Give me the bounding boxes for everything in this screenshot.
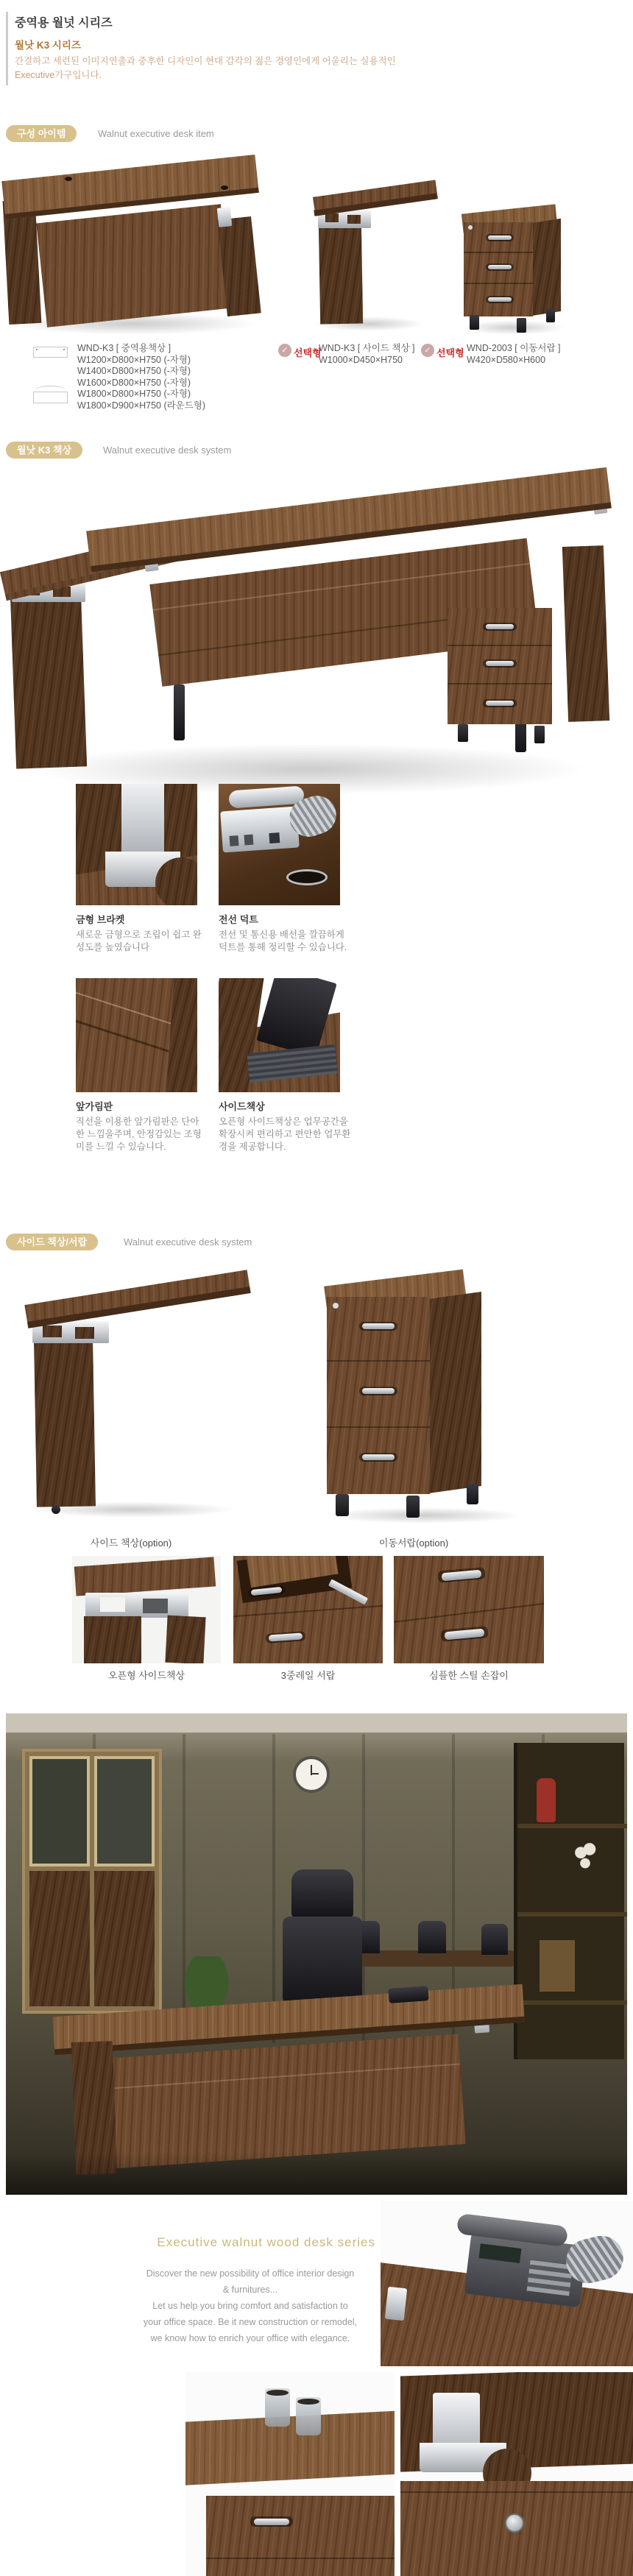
drawer-handle-icon [488, 297, 512, 302]
detail-title: 사이드책상 [219, 1101, 265, 1112]
drawer-seam [327, 1426, 430, 1428]
series-description-line1: 간결하고 세련된 이미지연출과 중후한 디자인이 현대 감각의 젊은 경영인에게 어울리는 실용적인 [15, 56, 396, 66]
side-desk-option-image [15, 1262, 265, 1520]
desk-topview-icon [33, 347, 68, 358]
product-spec: W1800×D800×H750 (-자형) [77, 389, 191, 399]
drawer-side-face [428, 1292, 481, 1493]
mobile-drawer-image [456, 199, 574, 339]
keyhole-icon [505, 2513, 524, 2533]
shelf-line [517, 1912, 627, 1917]
desk-leg [174, 684, 185, 740]
detail-image-panel [76, 978, 197, 1092]
desk-modesty [105, 2034, 465, 2168]
frame-cutout [43, 1326, 62, 1337]
detail-image-bracket [76, 784, 197, 905]
drawer-side-face [531, 219, 561, 316]
detail-image-duct [219, 784, 340, 905]
footer-line: Discover the new possibility of office interior design [146, 2268, 355, 2279]
detail-body: 직선을 이용한 앞가림판은 단아한 느낌을주며, 안정감있는 조형미를 느낄 수 있습니다. [76, 1117, 202, 1152]
glass-rim [297, 2399, 319, 2405]
frame-cutout [75, 1327, 94, 1339]
side-desk-panel [34, 1338, 96, 1507]
desk-system-image [0, 464, 633, 810]
desk-modesty-panel [36, 204, 231, 328]
conference-chair [418, 1921, 446, 1953]
conference-chair [481, 1924, 508, 1955]
option-caption: 사이드 책상(option) [90, 1538, 172, 1549]
drawer-seam [448, 645, 552, 646]
phone-port [244, 835, 253, 846]
main-desk-specs [77, 343, 254, 411]
footer-photo-phone [381, 2201, 633, 2366]
footer-paragraph [110, 2265, 390, 2346]
phone-port [269, 832, 280, 843]
check-icon: ✓ [421, 344, 434, 357]
feature-image-steel-handle [394, 1556, 544, 1663]
drawer-foot [336, 1494, 349, 1516]
footer-heading: Executive walnut wood desk series [157, 2235, 375, 2249]
section-badge-items: 구성 아이템 [6, 125, 77, 142]
cable-grommet-icon [221, 185, 228, 190]
drawer-unit [206, 2496, 395, 2576]
detail-title: 금형 브라켓 [76, 914, 125, 925]
header-accent-bar [6, 12, 8, 85]
detail-title: 전선 덕트 [219, 914, 258, 925]
drawer-handle-icon [362, 1388, 395, 1394]
drawer-foot [546, 309, 555, 322]
decor-box [540, 1940, 575, 1992]
red-vase-icon [537, 1778, 556, 1822]
drawer-seam [206, 2558, 395, 2559]
executive-chair-back [283, 1917, 362, 2005]
frame-cutout [347, 215, 361, 224]
drawer-foot [517, 318, 526, 333]
phone-port [230, 835, 239, 846]
drawer-foot [470, 315, 479, 330]
detail-caption [219, 1099, 354, 1153]
lock-icon [333, 1303, 339, 1309]
main-top [86, 467, 612, 572]
detail-body: 오픈형 사이드책상은 업무공간을 확장시켜 편리하고 편안한 업무환경을 제공합니다. [219, 1117, 351, 1152]
section-badge-desk: 월낫 K3 책상 [6, 442, 82, 459]
glass-rim [266, 2390, 289, 2396]
drawer-foot [467, 1484, 478, 1504]
section-subtitle-items: Walnut executive desk item [98, 128, 214, 139]
product-spec: W1800×D900×H750 (라운드형) [77, 400, 206, 411]
product-code: WND-2003 [ 이동서랍 ] [467, 343, 561, 353]
drawer-handle-icon [486, 701, 514, 706]
feature-image-rail-drawer [233, 1556, 383, 1663]
cable-grommet-icon [65, 177, 72, 181]
optional-label: 선택형 [436, 347, 464, 358]
clock-hand [311, 1773, 319, 1774]
detail-image-sidedesk [219, 978, 340, 1092]
cabinet-door [29, 1871, 90, 2006]
orchid-icon [569, 1839, 598, 1874]
phone-body [220, 806, 300, 852]
side-desk-panel [319, 222, 363, 325]
ceiling [6, 1713, 627, 1733]
section-subtitle-desk: Walnut executive desk system [103, 445, 232, 456]
product-spec: W1600×D800×H750 (-자형) [77, 377, 191, 388]
plan-dot [63, 349, 65, 350]
drawer-front-face [327, 1297, 430, 1494]
side-desk-image [309, 169, 449, 335]
frame-cutout [100, 1597, 125, 1612]
product-spec: W1000×D450×H750 [319, 354, 403, 365]
floor-shadow [6, 2152, 627, 2195]
detail-caption [76, 1099, 207, 1153]
drawer-handle-icon [488, 265, 512, 269]
thumb-panel [84, 1616, 141, 1663]
frame-cutout [143, 1599, 168, 1613]
detail-caption [76, 912, 202, 954]
desk-surface [185, 2410, 395, 2486]
system-drawer-front [448, 608, 552, 724]
drawer-seam [448, 683, 552, 684]
footer-photo-bracket [400, 2372, 633, 2576]
detail-caption [219, 912, 348, 954]
glass-door [29, 1756, 90, 1866]
detail-body: 전선 및 통신용 배선을 깔끔하게 덕트를 통해 정리할 수 있습니다. [219, 930, 347, 952]
frame-cutout [325, 213, 339, 222]
bookcase [22, 1749, 162, 2014]
product-code: WND-K3 [ 중역용책상 ] [77, 343, 171, 353]
drawer-foot [406, 1496, 420, 1518]
footer-photo-glasses [185, 2372, 395, 2576]
drawer-foot [534, 726, 545, 743]
shelf-unit [514, 1743, 624, 2059]
duct-hole [286, 869, 328, 885]
shelf-line [517, 1824, 627, 1828]
executive-chair [291, 1869, 353, 1918]
corner-bracket-icon [385, 2287, 407, 2321]
product-spec: W420×D580×H600 [467, 354, 546, 365]
side-desk-top [24, 1270, 250, 1328]
section-badge-side: 사이드 책상/서랍 [6, 1234, 98, 1250]
drawer-seam [400, 2491, 633, 2493]
glass-cup-icon [265, 2388, 290, 2427]
option-shadow [324, 1507, 523, 1524]
drawer-seam [327, 1360, 430, 1362]
series-subtitle: 월낫 K3 시리즈 [15, 40, 81, 51]
drawer-handle-icon [486, 661, 514, 666]
drawer-foot [458, 724, 468, 742]
drawer-front-face [464, 222, 533, 316]
cabinet-door [94, 1871, 155, 2006]
main-desk-image [0, 147, 272, 335]
main-right-panel [562, 545, 609, 722]
page-title: 중역용 월넛 시리즈 [15, 17, 113, 29]
drawer-handle-icon [486, 624, 514, 629]
section-subtitle-side: Walnut executive desk system [124, 1236, 252, 1248]
detail-title: 앞가림판 [76, 1101, 113, 1112]
drawer-specs [467, 343, 599, 366]
caster-icon [52, 1505, 60, 1514]
footer-line: your office space. Be it new construction or remodel, [143, 2317, 358, 2327]
thumb-panel [165, 1616, 205, 1663]
footer-line: Let us help you bring comfort and satisfaction to [152, 2301, 348, 2311]
footer-line: we know how to enrich your office with elegance. [150, 2333, 350, 2343]
return-panel [10, 591, 87, 768]
drawer-seam [233, 1605, 383, 1617]
feature-caption: 3중레일 서랍 [280, 1670, 336, 1681]
series-description-line2: Executive가구입니다. [15, 70, 102, 80]
drawer-handle-icon [488, 236, 512, 240]
thumb-top [74, 1557, 216, 1596]
product-spec: W1200×D800×H750 (-자형) [77, 354, 191, 365]
plan-rect [33, 392, 68, 403]
detail-body: 새로운 금형으로 조립이 쉽고 완성도를 높였습니다 [76, 930, 202, 952]
feature-caption: 심플한 스틸 손잡이 [429, 1670, 509, 1681]
drawer-seam [464, 252, 533, 253]
drawer-seam [464, 283, 533, 284]
drawer-handle-icon [362, 1323, 395, 1329]
drawer-handle-icon [254, 2519, 289, 2525]
modesty-groove [107, 2063, 460, 2089]
drawer-seam [394, 1602, 544, 1624]
phone-display [478, 2243, 521, 2263]
glass-cup-icon [296, 2397, 321, 2435]
wall-clock-icon [293, 1756, 330, 1793]
drawer-handle-icon [362, 1454, 395, 1460]
lock-icon [468, 225, 473, 230]
optional-label: 선택형 [294, 347, 322, 358]
interior-photo [6, 1713, 627, 2195]
thumb-frame [85, 1593, 188, 1618]
check-icon: ✓ [278, 344, 291, 357]
drawer-option-image [309, 1266, 545, 1524]
product-spec: W1400×D800×H750 (-자형) [77, 366, 191, 376]
glass-door [94, 1756, 155, 1866]
drawer-front [400, 2481, 633, 2576]
modesty-groove [153, 563, 530, 611]
desk-roundview-icon [33, 386, 68, 405]
plan-dot [36, 349, 38, 350]
desk-phone [388, 1986, 428, 2003]
feature-caption: 오픈형 사이드책상 [107, 1670, 185, 1681]
product-code: WND-K3 [ 사이드 책상 ] [319, 343, 415, 353]
panel-edge [166, 978, 197, 1092]
shelf-line [517, 2000, 627, 2005]
option-caption: 이동서랍(option) [378, 1538, 449, 1549]
footer-line: & furnitures... [222, 2285, 278, 2295]
desk-bracket-right-icon [217, 207, 233, 227]
feature-image-open-sidedesk [72, 1556, 221, 1663]
